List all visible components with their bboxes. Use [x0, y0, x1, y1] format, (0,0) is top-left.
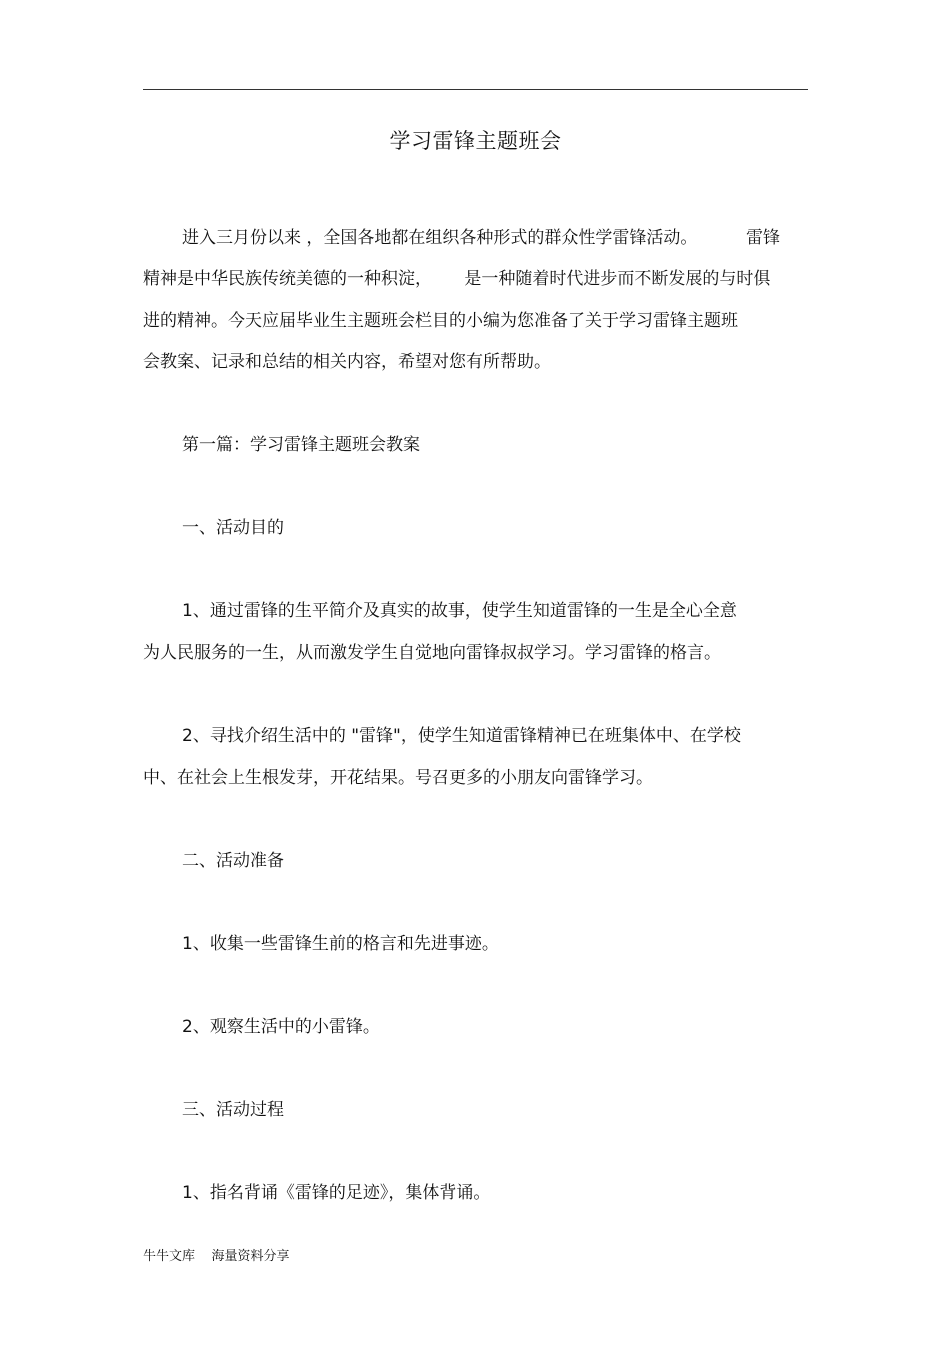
purpose-item-1-line-2: 为人民服务的一生，从而激发学生自觉地向雷锋叔叔学习。学习雷锋的格言。: [143, 643, 721, 663]
document-title: 学习雷锋主题班会: [389, 129, 562, 153]
process-item-1: 1、指名背诵《雷锋的足迹》，集体背诵。: [182, 1183, 491, 1203]
section-heading-purpose: 一、活动目的: [182, 518, 284, 538]
intro-line-3: 进的精神。今天应届毕业生主题班会栏目的小编为您准备了关于学习雷锋主题班: [143, 311, 738, 331]
section-heading-process: 三、活动过程: [182, 1100, 284, 1120]
purpose-item-1-line-1: 1、通过雷锋的生平简介及真实的故事，使学生知道雷锋的一生是全心全意: [182, 601, 737, 621]
section-heading-preparation: 二、活动准备: [182, 851, 284, 871]
intro-line-2: 精神是中华民族传统美德的一种积淀， 是一种随着时代进步而不断发展的与时俱: [143, 269, 771, 289]
page-footer: 牛牛文库 海量资料分享: [143, 1249, 290, 1264]
preparation-item-2: 2、观察生活中的小雷锋。: [182, 1017, 380, 1037]
chapter-heading: 第一篇：学习雷锋主题班会教案: [182, 435, 420, 455]
purpose-item-2-line-2: 中、在社会上生根发芽，开花结果。号召更多的小朋友向雷锋学习。: [143, 768, 653, 788]
intro-line-1: 进入三月份以来 ，全国各地都在组织各种形式的群众性学雷锋活动。 雷锋: [182, 228, 781, 248]
header-rule: [143, 89, 808, 90]
preparation-item-1: 1、收集一些雷锋生前的格言和先进事迹。: [182, 934, 499, 954]
purpose-item-2-line-1: 2、寻找介绍生活中的 "雷锋"，使学生知道雷锋精神已在班集体中、在学校: [182, 726, 741, 746]
intro-line-4: 会教案、记录和总结的相关内容，希望对您有所帮助。: [143, 352, 551, 372]
